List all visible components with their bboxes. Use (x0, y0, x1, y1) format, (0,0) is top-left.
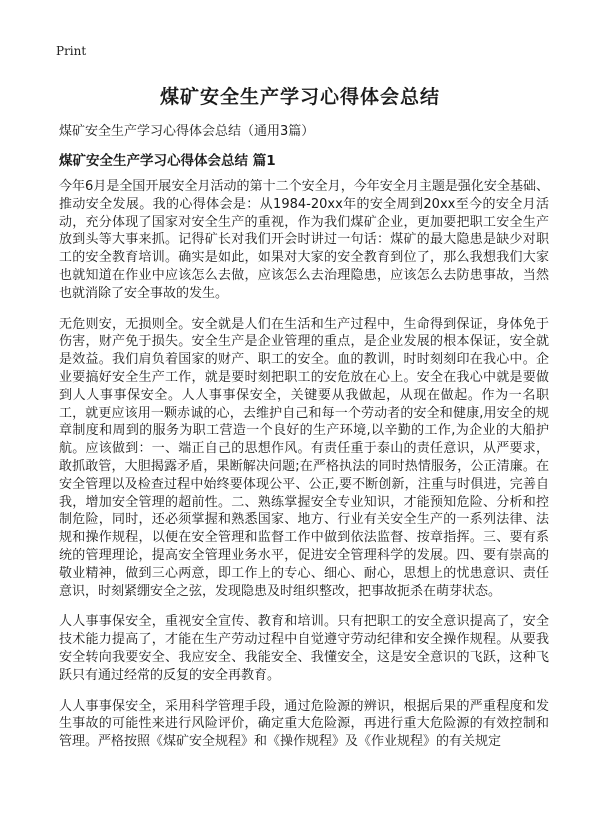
print-link[interactable]: Print (56, 44, 87, 58)
document-subtitle: 煤矿安全生产学习心得体会总结（通用3篇） (59, 124, 315, 139)
section-heading: 煤矿安全生产学习心得体会总结 篇1 (59, 153, 276, 169)
paragraph-3: 人人事事保安全，重视安全宣传、教育和培训。只有把职工的安全意识提高了，安全技术能力提高了，才能在生产劳动过程中自觉遵守劳动纪律和安全操作规程。从要我安全转向我要安全、我应安全、我能安全、我懂安全，这是安全意识的飞跃，这种飞跃只有通过经常的反复的安全再教育。 (59, 614, 549, 683)
page-title: 煤矿安全生产学习心得体会总结 (159, 86, 440, 108)
paragraph-2: 无危则安，无损则全。安全就是人们在生活和生产过程中，生命得到保证，身体免于伤害，财产免于损失。安全生产是企业管理的重点，是企业发展的根本保证，安全就是效益。我们肩负着国家的财产、职工的安全。血的教训，时时刻刻印在我心中。企业要搞好安全生产工作，就是要时刻把职工的安危放在心上。安全在我心中就是要做到人人事事保安全。人人事事保安全，关键要从我做起，从现在做起。作为一名职工，就更应该用一颗赤诚的心，去维护自己和每一个劳动者的安全和健康,用安全的规章制度和周到的服务为职工营造一个良好的生产环境,以辛勤的工作,为企业的大船护航。应该做到：一、端正自己的思想作风。有责任重于泰山的责任意识，从严要求，敢抓敢管，大胆揭露矛盾，果断解决问题;在严格执法的同时热情服务，公正清廉。在安全管理以及检查过程中始终要体现公平、公正,要不断创新，注重与时俱进，完善自我，增加安全管理的超前性。二、熟练掌握安全专业知识，才能预知危险、分析和控制危险，同时，还必须掌握和熟悉国家、地方、行业有关安全生产的一系列法律、法规和操作规程，以便在安全管理和监督工作中做到依法监督、按章指挥。三、要有系统的管理理论，提高安全管理业务水平，促进安全管理科学的发展。四、要有崇高的敬业精神，做到三心两意，即工作上的专心、细心、耐心，思想上的忧患意识、责任意识，时刻紧绷安全之弦，发现隐患及时组织整改，把事故扼杀在萌芽状态。 (59, 316, 549, 599)
article-body (59, 178, 549, 764)
paragraph-1: 今年6月是全国开展安全月活动的第十二个安全月，今年安全月主题是强化安全基础、推动安全发展。我的心得体会是：从1984-20xx年的安全周到20xx至今的安全月活动，充分体现了国家对安全生产的重视，作为我们煤矿企业，更加要把职工安全生产放到头等大事来抓。记得矿长对我们开会时讲过一句话：煤矿的最大隐患是缺少对职工的安全教育培训。确实是如此，如果对大家的安全教育到位了，那么我想我们大家也就知道在作业中应该怎么去做，应该怎么去治理隐患，应该怎么去防患事故，当然也就消除了安全事故的发生。 (59, 179, 549, 301)
paragraph-4: 人人事事保安全，采用科学管理手段，通过危险源的辨识，根据后果的严重程度和发生事故的可能性来进行风险评价，确定重大危险源，再进行重大危险源的有效控制和管理。严格按照《煤矿安全规程》和《操作规程》及《作业规程》的有关规定 (59, 698, 549, 750)
